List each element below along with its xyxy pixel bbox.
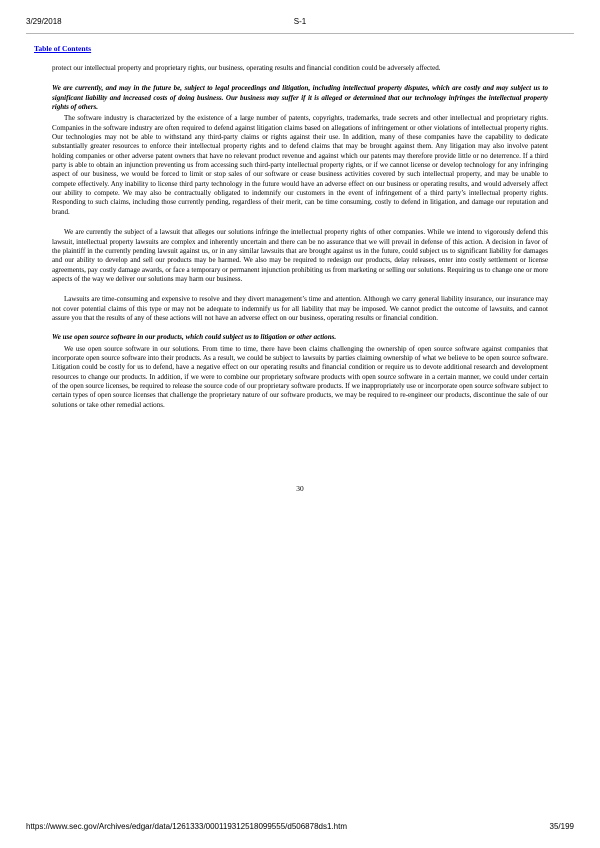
page-number: 30 xyxy=(296,484,304,493)
table-of-contents-link[interactable]: Table of Contents xyxy=(34,44,92,53)
body-paragraph: The software industry is characterized by the existence of a large number of patents, copyrights, trademarks, trade secrets and other intellectual and proprietary rights. Companies in the software industry are often required to defend against litigation claims based on allegations of infringement or other violations of intellectual property rights. Our technologies may not be able to withstand any third-party claims or rights against their use. In addition, many of these companies have the capability to dedicate substantially greater resources to enforce their intellectual property rights and to defend claims that may be brought against them. Any litigation may also involve patent holding companies or other adverse patent owners that have no relevant product revenue and against which our patents may therefore provide little or no deterrence. If a third party is able to obtain an injunction preventing us from accessing such third-party intellectual property rights, or if we cannot license or develop technology for any infringing aspect of our business, we would be forced to limit or stop sales of our software or cease business activities covered by such intellectual property, and may be unable to compete effectively. Any inability to license third party technology in the future would have an adverse effect on our business or operating results, and would adversely affect our ability to compete. We may also be contractually obligated to indemnify our customers in the event of infringement of a third party’s intellectual property rights. Responding to such claims, including those currently pending, regardless of their merit, can be time consuming, costly to defend in litigation, and damage our reputation and brand. xyxy=(52,114,548,216)
risk-factor-heading-open-source: We use open source software in our products, which could subject us to litigation or other actions. xyxy=(52,333,337,342)
body-paragraph: We use open source software in our solutions. From time to time, there have been claims challenging the ownership of open source software against companies that incorporate open source software into their products. As a result, we could be subject to lawsuits by parties claiming ownership of what we believe to be open source software. Litigation could be costly for us to defend, have a negative effect on our operating results and financial condition or require us to devote additional research and development resources to change our products. In addition, if we were to combine our proprietary software products with open source software in a certain manner, we could under certain of the open source licenses, be required to release the source code of our proprietary software products. If we inappropriately use or incorporate open source software subject to certain types of open source licenses that challenge the proprietary nature of our software products, we may be required to re-engineer our products, discontinue the sale of our solutions or take other remedial actions. xyxy=(52,344,548,409)
risk-factor-heading-litigation: We are currently, and may in the future be, subject to legal proceedings and litigation, including intellectual property disputes, which are costly and may subject us to significant liability and increased costs of doing business. Our business may suffer if it is alleged or determined that our technology infringes the intellectual property rights of others. xyxy=(52,84,548,112)
source-url: https://www.sec.gov/Archives/edgar/data/1261333/000119312518099555/d506878ds1.htm xyxy=(26,822,347,831)
print-footer xyxy=(26,822,574,834)
body-paragraph: We are currently the subject of a lawsuit that alleges our solutions infringe the intellectual property rights of other companies. While we intend to vigorously defend this lawsuit, intellectual property lawsuits are complex and inherently uncertain and there can be no assurance that we will prevail in defense of this action. A decision in favor of the plaintiff in the currently pending lawsuit against us, or in any similar lawsuits that are brought against us in the future, could subject us to significant liability for damages and our ability to develop and sell our products may be harmed. We also may be required to redesign our products, delay releases, enter into costly settlement or license agreements, pay costly damage awards, or face a temporary or permanent injunction prohibiting us from marketing or selling our solutions. Requiring us to change one or more aspects of the way we deliver our solutions may harm our business. xyxy=(52,228,548,283)
continuation-paragraph: protect our intellectual property and proprietary rights, our business, operating results and financial condition could be adversely affected. xyxy=(52,64,441,72)
print-date: 3/29/2018 xyxy=(26,17,62,26)
body-paragraph: Lawsuits are time-consuming and expensive to resolve and they divert management’s time and attention. Although we carry general liability insurance, our insurance may not cover potential claims of this type or may not be adequate to indemnify us for all liability that may be imposed. We cannot predict the outcome of lawsuits, and cannot assure you that the results of any of these actions will not have an adverse effect on our business, operating results or financial condition. xyxy=(52,295,548,322)
print-header xyxy=(26,17,574,29)
document-title: S-1 xyxy=(293,17,307,26)
document-body xyxy=(52,64,548,410)
header-divider xyxy=(26,33,574,34)
print-page-count: 35/199 xyxy=(549,822,574,831)
